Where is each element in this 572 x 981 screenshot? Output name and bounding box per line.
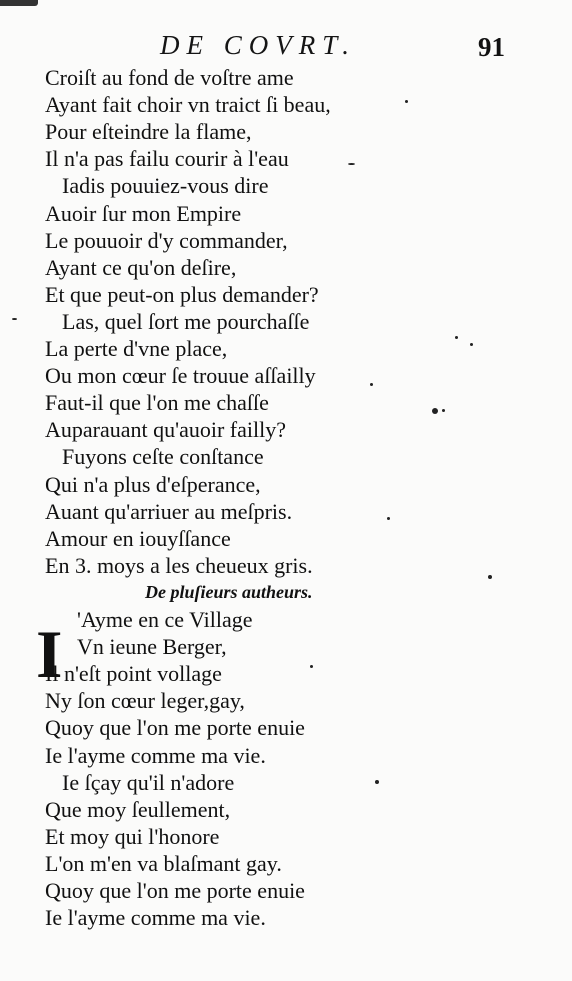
- running-head: DE COVRT.: [160, 30, 356, 60]
- poem-line: Auoir ſur mon Empire: [45, 200, 242, 226]
- section-caption: De pluſieurs autheurs.: [145, 581, 313, 602]
- poem-line: Et que peut-on plus demander?: [45, 281, 319, 307]
- poem-line: Ie ſçay qu'il n'adore: [62, 769, 235, 795]
- poem-line: En 3. moys a les cheueux gris.: [45, 552, 313, 578]
- poem-line: Fuyons ceſte conſtance: [62, 444, 264, 470]
- ink-speck: [470, 343, 473, 346]
- poem-line: L'on m'en va blaſmant gay.: [45, 850, 282, 876]
- poem-line: Pour eſteindre la flame,: [45, 119, 252, 145]
- poem-line: 'Ayme en ce Village: [77, 607, 253, 632]
- drop-cap: I: [36, 616, 63, 692]
- poem-line: Et moy qui l'honore: [45, 823, 220, 849]
- ink-speck: [348, 163, 355, 165]
- poem-line: Iadis pouuiez-vous dire: [62, 173, 269, 199]
- poem-line: Quoy que l'on me porte enuie: [45, 878, 305, 903]
- ink-speck: [375, 780, 379, 784]
- ink-speck: [442, 409, 445, 412]
- poem-line: Il n'eſt point vollage: [45, 661, 222, 687]
- ink-speck: [405, 100, 408, 103]
- poem-line: Ayant fait choir vn traict ſi beau,: [45, 92, 331, 118]
- poem-line: Auparauant qu'auoir failly?: [45, 417, 286, 443]
- poem-line: Auant qu'arriuer au meſpris.: [45, 498, 293, 524]
- ink-speck: [310, 665, 313, 668]
- poem-line: Quoy que l'on me porte enuie: [45, 715, 305, 741]
- poem-line: Ie l'ayme comme ma vie.: [45, 742, 266, 768]
- poem-line: Ny ſon cœur leger,gay,: [45, 688, 245, 714]
- poem-line: Qui n'a plus d'eſperance,: [45, 471, 261, 497]
- page-number: 91: [478, 32, 505, 62]
- poem-line: Faut-il que l'on me chaſſe: [45, 390, 269, 416]
- ink-speck: [432, 408, 438, 414]
- poem-line: Croiſt au fond de voſtre ame: [45, 65, 294, 90]
- ink-speck: [488, 575, 492, 579]
- poem-line: Il n'a pas failu courir à l'eau: [45, 146, 289, 172]
- ink-speck: [12, 318, 17, 320]
- ink-speck: [370, 383, 373, 386]
- poem-line: La perte d'vne place,: [45, 336, 228, 361]
- poem-line: Que moy ſeullement,: [45, 796, 231, 822]
- poem-line: Amour en iouyſſance: [45, 525, 231, 551]
- poem-line: Las, quel ſort me pourchaſſe: [62, 308, 310, 334]
- poem-line: Ayant ce qu'on deſire,: [45, 254, 237, 280]
- ink-mark: [0, 0, 38, 6]
- poem-line: Vn ieune Berger,: [77, 634, 227, 660]
- poem-line: Ou mon cœur ſe trouue aſſailly: [45, 363, 316, 389]
- ink-speck: [455, 336, 458, 339]
- ink-speck: [387, 517, 390, 520]
- poem-line: Ie l'ayme comme ma vie.: [45, 905, 266, 931]
- poem-line: Le pouuoir d'y commander,: [45, 227, 288, 253]
